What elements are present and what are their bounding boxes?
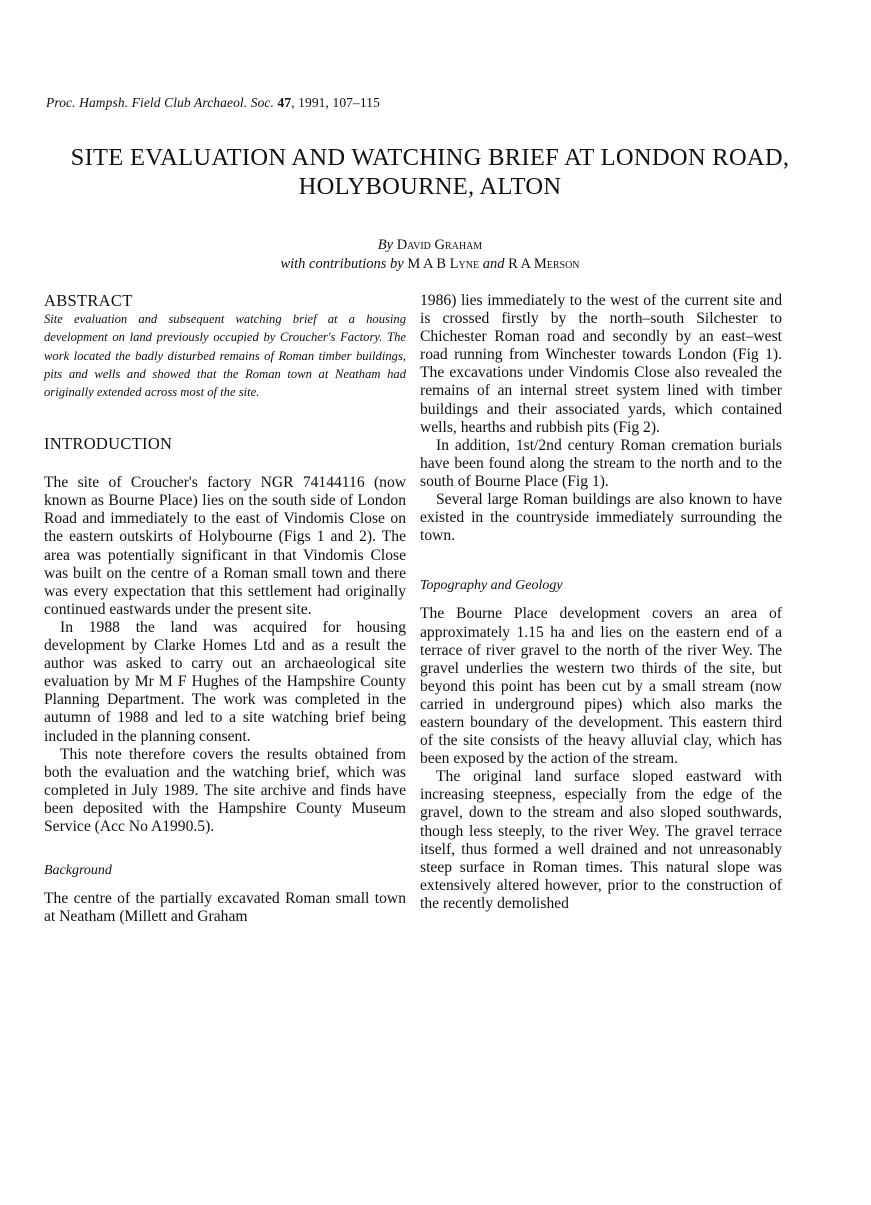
journal-citation [46,95,380,111]
background-paragraph-continued: 1986) lies immediately to the west of the current site and is crossed firstly by the north–south Silchester to Chichester Roman road and secondly by an east–west road running from Winchester towards London (Fig 1). The excavations under Vindomis Close also revealed the remains of an internal street system lined with timber buildings and their associated yards, which contained wells, hearths and rubbish pits (Fig 2). [420,292,782,436]
background-heading: Background [44,863,112,879]
abstract-heading: ABSTRACT [44,291,133,310]
intro-paragraph: In 1988 the land was acquired for housing development by Clarke Homes Ltd and as a result the author was asked to carry out an archaeological site evaluation by Mr M F Hughes of the Hampshire County Planning Department. The work was completed in the autumn of 1988 and led to a site watching brief being included in the planning consent. [44,618,406,745]
topography-paragraph: The original land surface sloped eastward with increasing steepness, especially from the edge of the gravel, down to the stream and also sloped southwards, though less steeply, to the river Wey. The gravel terrace itself, thus formed a well drained and not unreasonably steep surface in Roman times. This natural slope was extensively altered however, prior to the construction of the recently demolished [420,768,782,912]
background-paragraph: Several large Roman buildings are also known to have existed in the countryside immediately surrounding the town. [420,491,782,545]
right-column [420,292,782,913]
abstract-text: Site evaluation and subsequent watching brief at a housing development on land previously occupied by Croucher's Factory. The work located the badly disturbed remains of Roman timber buildings, pits and wells and showed that the Roman town at Neatham had originally extended across most of the site. [44,312,406,399]
contributors-line [30,255,830,274]
background-paragraph-start: The centre of the partially excavated Roman small town at Neatham (Millett and Graham [44,890,406,926]
and-word: and [482,256,505,272]
topography-heading: Topography and Geology [420,578,563,594]
intro-paragraph: This note therefore covers the results obtained from both the evaluation and the watching brief, which was completed in July 1989. The site archive and finds have been deposited with the Hampshire County Museum Service (Acc No A1990.5). [44,745,406,835]
background-paragraph: In addition, 1st/2nd century Roman cremation burials have been found along the stream to the north and to the south of Bourne Place (Fig 1). [420,436,782,490]
contributor-name: M A B Lyne [407,256,480,272]
introduction-heading: INTRODUCTION [44,434,173,454]
journal-year-pages: , 1991, 107–115 [291,95,380,110]
journal-volume: 47 [277,95,292,110]
topography-paragraph: The Bourne Place development covers an area of approximately 1.15 ha and lies on the eastern end of a terrace of river gravel to the north of the river Wey. The gravel underlies the western two thirds of the site, but beyond this point has been cut by a small stream (now carried in underground pipes) which also marks the eastern boundary of the development. This eastern third of the site consists of the heavy alluvial clay, which has been exposed by the action of the stream. [420,605,782,768]
contributor-name: R A Merson [508,256,580,272]
intro-paragraph: The site of Croucher's factory NGR 74144116 (now known as Bourne Place) lies on the south side of London Road and immediately to the east of Vindomis Close on the eastern outskirts of Holybourne (Figs 1 and 2). The area was potentially significant in that Vindomis Close was built on the centre of a Roman small town and there was every expectation that this settlement had originally continued eastwards under the present site. [44,474,406,618]
paper-title: SITE EVALUATION AND WATCHING BRIEF AT LONDON ROAD, HOLYBOURNE, ALTON [70,144,790,200]
by-word: By [377,237,394,253]
contributions-label: with contributions by [280,256,404,272]
journal-name: Proc. Hampsh. Field Club Archaeol. Soc. [46,95,274,110]
author-line [30,236,830,255]
author-name: David Graham [396,237,483,253]
left-column [44,292,406,926]
byline [30,236,830,274]
